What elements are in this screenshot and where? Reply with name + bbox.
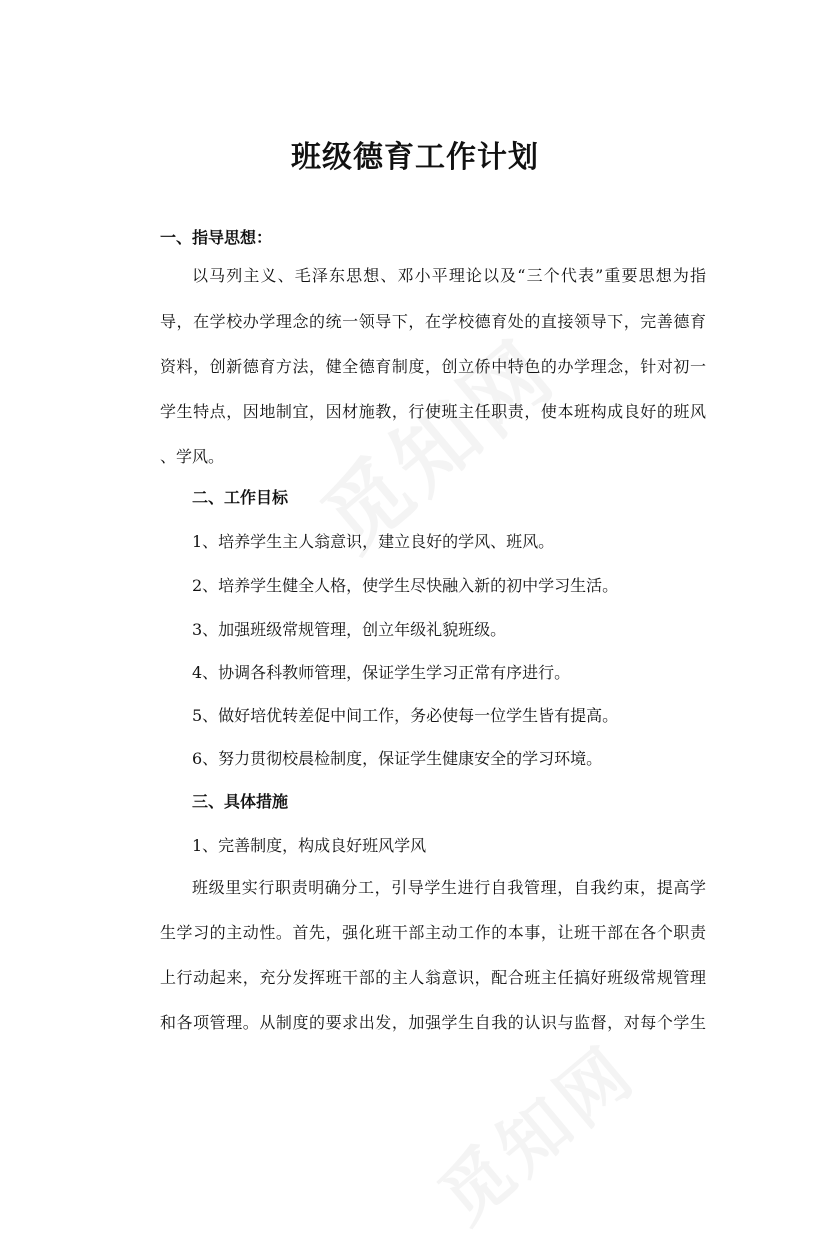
watermark xyxy=(414,1019,654,1242)
paragraph-line: 以马列主义、毛泽东思想、邓小平理论以及“三个代表”重要思想为指 xyxy=(192,266,706,285)
goal-item: 1、培养学生主人翁意识，建立良好的学风、班风。 xyxy=(192,532,555,551)
paragraph-line: 上行动起来，充分发挥班干部的主人翁意识，配合班主任搞好班级常规管理 xyxy=(160,968,706,987)
goal-item: 2、培养学生健全人格，使学生尽快融入新的初中学习生活。 xyxy=(192,576,619,595)
paragraph-line: 和各项管理。从制度的要求出发，加强学生自我的认识与监督，对每个学生 xyxy=(160,1013,706,1032)
paragraph-line: 班级里实行职责明确分工，引导学生进行自我管理，自我约束，提高学 xyxy=(192,878,706,897)
section-heading-work-goals: 二、工作目标 xyxy=(192,488,289,507)
goal-item: 5、做好培优转差促中间工作，务必使每一位学生皆有提高。 xyxy=(192,706,619,725)
paragraph-line: 资料，创新德育方法，健全德育制度，创立侨中特色的办学理念，针对初一 xyxy=(160,357,706,376)
section-heading-measures: 三、具体措施 xyxy=(192,792,289,811)
section-heading-guiding-thought: 一、指导思想： xyxy=(160,228,273,247)
paragraph-line: 导，在学校办学理念的统一领导下，在学校德育处的直接领导下，完善德育 xyxy=(160,312,706,331)
goal-item: 3、加强班级常规管理，创立年级礼貌班级。 xyxy=(192,620,507,639)
paragraph-line: 生学习的主动性。首先，强化班干部主动工作的本事，让班干部在各个职责 xyxy=(160,923,706,942)
sub-heading: 1、完善制度，构成良好班风学风 xyxy=(192,836,427,855)
document-title: 班级德育工作计划 xyxy=(291,140,539,175)
paragraph-line: 学生特点，因地制宜，因材施教，行使班主任职责，使本班构成良好的班风 xyxy=(160,402,706,421)
goal-item: 6、努力贯彻校晨检制度，保证学生健康安全的学习环境。 xyxy=(192,749,603,768)
goal-item: 4、协调各科教师管理，保证学生学习正常有序进行。 xyxy=(192,663,571,682)
paragraph-line: 、学风。 xyxy=(160,447,225,466)
